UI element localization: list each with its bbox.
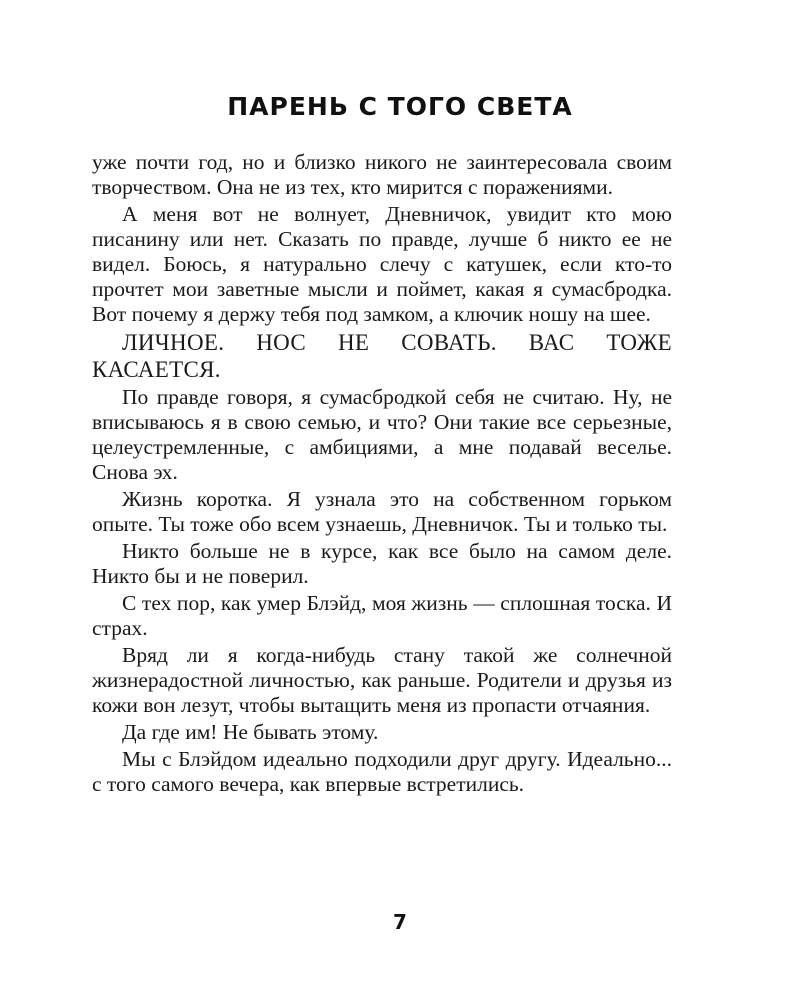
paragraph-1: уже почти год, но и близко никого не заинтересовала своим творчеством. Она не из тех, кто мирится с поражениями. xyxy=(92,150,672,199)
paragraph-10: Мы с Блэйдом идеально подходили друг другу. Идеально... с того самого вечера, как впервые встретились. xyxy=(92,747,672,796)
paragraph-caps-warning: ЛИЧНОЕ. НОС НЕ СОВАТЬ. ВАС ТОЖЕ КАСАЕТСЯ. xyxy=(92,330,672,382)
running-head: ПАРЕНЬ С ТОГО СВЕТА xyxy=(227,92,573,121)
paragraph-7: С тех пор, как умер Блэйд, моя жизнь — сплошная тоска. И страх. xyxy=(92,591,672,640)
body-text xyxy=(92,150,672,797)
paragraph-2: А меня вот не волнует, Дневничок, увидит кто мою писанину или нет. Сказать по правде, лучше б никто ее не видел. Боюсь, я натурально слечу с катушек, если кто-то прочтет мои заветные мысли и поймет, какая я сумасбродка. Вот почему я держу тебя под замком, а ключик ношу на шее. xyxy=(92,202,672,326)
paragraph-6: Никто больше не в курсе, как все было на самом деле. Никто бы и не поверил. xyxy=(92,539,672,588)
paragraph-9: Да где им! Не бывать этому. xyxy=(122,720,379,744)
paragraph-5: Жизнь коротка. Я узнала это на собственном горьком опыте. Ты тоже обо всем узнаешь, Дневничок. Ты и только ты. xyxy=(92,487,672,536)
paragraph-8: Вряд ли я когда-нибудь стану такой же солнечной жизнерадостной личностью, как раньше. Родители и друзья из кожи вон лезут, чтобы вытащить меня из пропасти отчаяния. xyxy=(92,643,672,717)
paragraph-4: По правде говоря, я сумасбродкой себя не считаю. Ну, не вписываюсь я в свою семью, и что? Они такие все серьезные, целеустремленные, с амбициями, а мне подавай веселье. Снова эх. xyxy=(92,385,672,484)
page-number: 7 xyxy=(393,910,407,934)
